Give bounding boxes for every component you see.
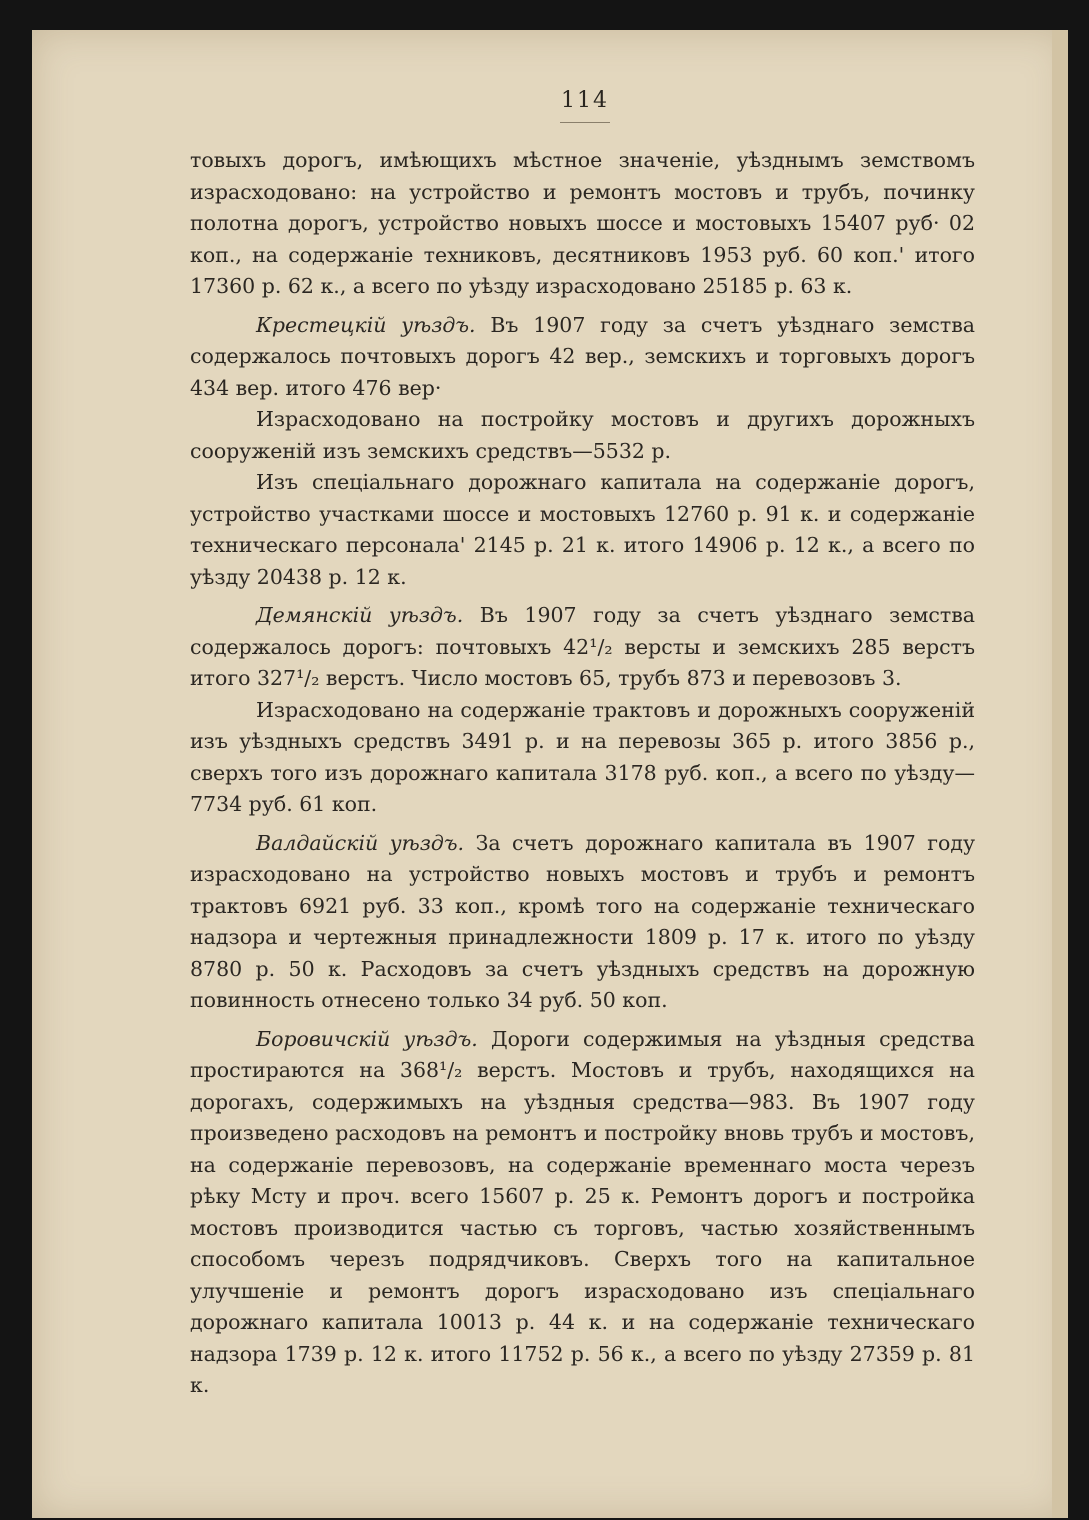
paragraph bbox=[190, 310, 975, 405]
district-heading: Демянскій уѣздъ. bbox=[256, 603, 464, 627]
paragraph-text: За счетъ дорожнаго капитала въ 1907 году израсходовано на устройство новыхъ мостовъ и трубъ и ремонтъ трактовъ 6921 руб. 33 коп., кромѣ того на содержаніе техническаго надзора и чертежныя принадлежности 1809 р. 17 к. итого по уѣзду 8780 р. 50 к. Расходовъ за счетъ уѣздныхъ средствъ на дорожную повинность отнесено только 34 руб. 50 коп. bbox=[190, 830, 976, 1012]
paragraph bbox=[190, 404, 975, 467]
paragraph-text: Израсходовано на постройку мостовъ и другихъ дорожныхъ сооруженій изъ земскихъ средствъ—5532 р. bbox=[190, 407, 975, 463]
body-text bbox=[190, 145, 975, 1402]
page-edge bbox=[1052, 30, 1068, 1518]
paragraph bbox=[190, 145, 975, 303]
paragraph bbox=[190, 695, 975, 821]
paragraph bbox=[190, 467, 975, 593]
paragraph-text: Дороги содержимыя на уѣздныя средства простираются на 368¹/₂ верстъ. Мостовъ и трубъ, находящихся на дорогахъ, содержимыхъ на уѣздныя средства—983. Въ 1907 году произведено расходовъ на ремонтъ и постройку вновь трубъ и мостовъ, на содержаніе перевозовъ, на содержаніе временнаго моста черезъ рѣку Мсту и проч. всего 15607 р. 25 к. Ремонтъ дорогъ и постройка мостовъ производится частью съ торговъ, частью хозяйственнымъ способомъ черезъ подрядчиковъ. Сверхъ того на капитальное улучшеніе и ремонтъ дорогъ израсходовано изъ спеціальнаго дорожнаго капитала 10013 р. 44 к. и на содержаніе техническаго надзора 1739 р. 12 к. итого 11752 р. 56 к., а всего по уѣзду 27359 р. 81 к. bbox=[190, 1026, 976, 1397]
district-heading: Валдайскій уѣздъ. bbox=[256, 830, 465, 855]
district-heading: Крестецкій уѣздъ. bbox=[256, 312, 476, 337]
paragraph bbox=[190, 828, 975, 1017]
paragraph-text: Въ 1907 году за счетъ уѣзднаго земства содержалось почтовыхъ дорогъ 42 вер., земскихъ и торговыхъ дорогъ 434 вер. итого 476 вер· bbox=[190, 312, 975, 400]
paragraph-text: Въ 1907 году за счетъ уѣзднаго земства содержалось дорогъ: почтовыхъ 42¹/₂ версты и земскихъ 285 верстъ итого 327¹/₂ верстъ. Число мостовъ 65, трубъ 873 и перевозовъ 3. bbox=[190, 603, 976, 690]
paragraph-text: товыхъ дорогъ, имѣющихъ мѣстное значеніе, уѣзднымъ земствомъ израсходовано: на устройство и ремонтъ мостовъ и трубъ, починку полотна дорогъ, устройство новыхъ шоссе и мостовыхъ 15407 руб· 02 коп., на содержаніе техниковъ, десятниковъ 1953 руб. 60 коп.' итого 17360 р. 62 к., а всего по уѣзду израсходовано 25185 р. 63 к. bbox=[190, 148, 975, 298]
page-number: 114 bbox=[561, 88, 609, 113]
paragraph-text: Изъ спеціальнаго дорожнаго капитала на содержаніе дорогъ, устройство участками шоссе и мостовыхъ 12760 р. 91 к. и содержаніе техническаго персонала' 2145 р. 21 к. итого 14906 р. 12 к., а всего по уѣзду 20438 р. 12 к. bbox=[190, 470, 975, 589]
page-number-rule bbox=[560, 122, 610, 123]
district-heading: Боровичскій уѣздъ. bbox=[256, 1026, 478, 1051]
paragraph bbox=[190, 1024, 975, 1402]
paragraph bbox=[190, 600, 975, 695]
paragraph-text: Израсходовано на содержаніе трактовъ и дорожныхъ сооруженій изъ уѣздныхъ средствъ 3491 р. и на перевозы 365 р. итого 3856 р., сверхъ того изъ дорожнаго капитала 3178 руб. коп., а всего по уѣзду—7734 руб. 61 коп. bbox=[190, 697, 975, 816]
